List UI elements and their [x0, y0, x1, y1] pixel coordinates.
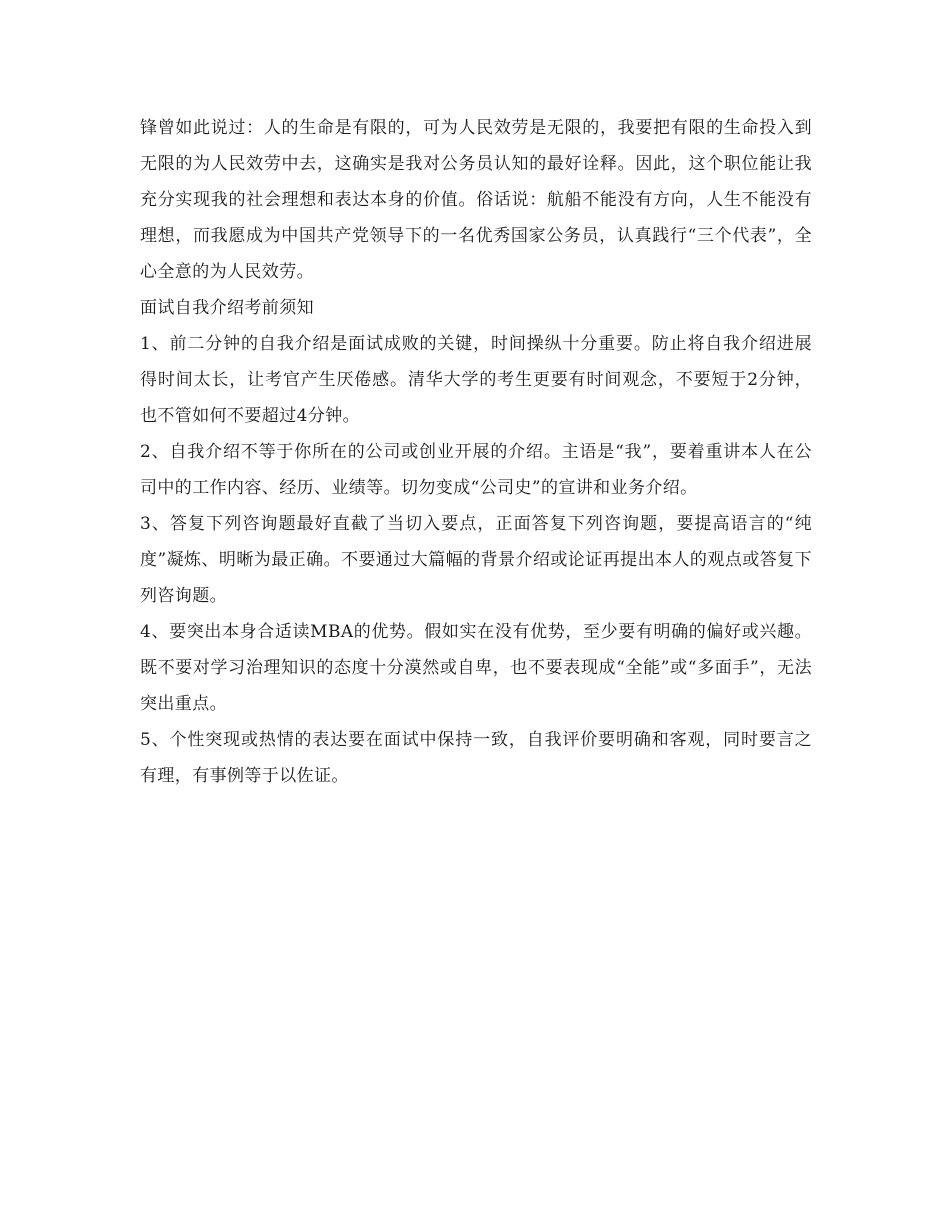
list-item-1: 1、前二分钟的自我介绍是面试成败的关键，时间操纵十分重要。防止将自我介绍进展得时间太长，让考官产生厌倦感。清华大学的考生更要有时间观念，不要短于2分钟，也不管如何不要超过4分钟。 — [140, 334, 812, 426]
section-title: 面试自我介绍考前须知 — [140, 298, 314, 318]
list-item-2: 2、自我介绍不等于你所在的公司或创业开展的介绍。主语是“我”，要着重讲本人在公司中的工作内容、经历、业绩等。切勿变成“公司史”的宣讲和业务介绍。 — [140, 442, 812, 498]
document-body — [140, 110, 812, 794]
list-item-3: 3、答复下列咨询题最好直截了当切入要点，正面答复下列咨询题，要提高语言的“纯度”凝炼、明晰为最正确。不要通过大篇幅的背景介绍或论证再提出本人的观点或答复下列咨询题。 — [140, 514, 812, 606]
list-item-4: 4、要突出本身合适读MBA的优势。假如实在没有优势，至少要有明确的偏好或兴趣。既不要对学习治理知识的态度十分漠然或自卑，也不要表现成“全能”或“多面手”，无法突出重点。 — [140, 622, 812, 714]
intro-paragraph: 锋曾如此说过：人的生命是有限的，可为人民效劳是无限的，我要把有限的生命投入到无限的为人民效劳中去，这确实是我对公务员认知的最好诠释。因此，这个职位能让我充分实现我的社会理想和表达本身的价值。俗话说：航船不能没有方向，人生不能没有理想，而我愿成为中国共产党领导下的一名优秀国家公务员，认真践行“三个代表”，全心全意的为人民效劳。 — [140, 118, 812, 282]
list-item-5: 5、个性突现或热情的表达要在面试中保持一致，自我评价要明确和客观，同时要言之有理，有事例等于以佐证。 — [140, 730, 812, 786]
